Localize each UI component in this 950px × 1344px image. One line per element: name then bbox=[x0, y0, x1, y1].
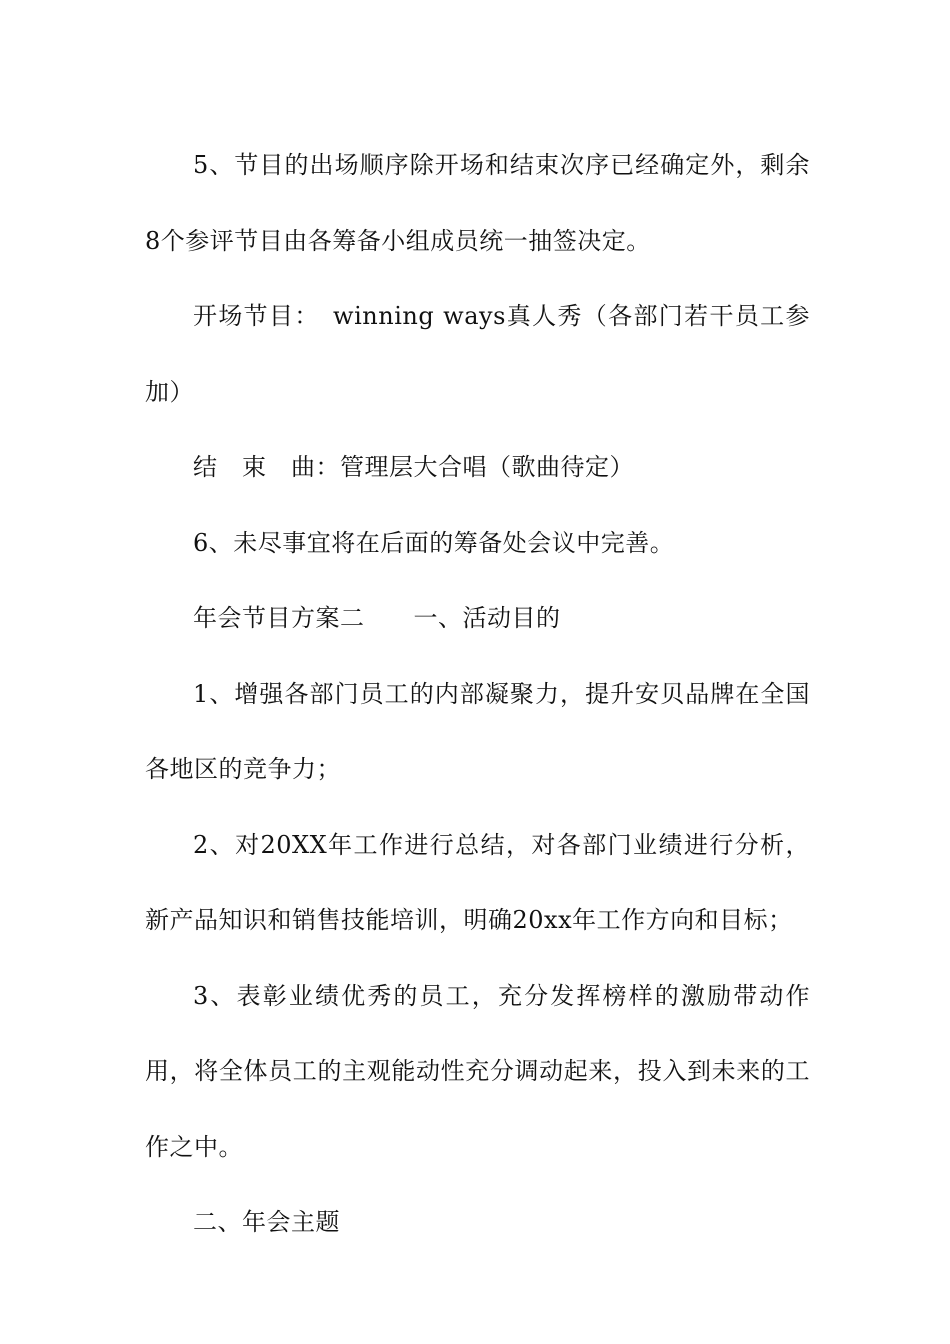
document-body bbox=[145, 128, 810, 1261]
paragraph-closing-song: 结 束 曲：管理层大合唱（歌曲待定） bbox=[193, 453, 634, 481]
paragraph-goal-summary: 2、对20XX年工作进行总结，对各部门业绩进行分析，新产品知识和销售技能培训，明确20xx年工作方向和目标； bbox=[145, 830, 810, 934]
section-heading-annual-theme: 二、年会主题 bbox=[193, 1208, 340, 1236]
paragraph-opening-program: 开场节目： winning ways真人秀（各部门若干员工参加） bbox=[145, 302, 810, 406]
paragraph-pending-matters: 6、未尽事宜将在后面的筹备处会议中完善。 bbox=[193, 528, 675, 557]
paragraph-program-order: 5、节目的出场顺序除开场和结束次序已经确定外，剩余8个参评节目由各筹备小组成员统一抽签决定。 bbox=[145, 151, 810, 255]
paragraph-goal-cohesion: 1、增强各部门员工的内部凝聚力，提升安贝品牌在全国各地区的竞争力； bbox=[145, 679, 810, 783]
paragraph-goal-recognition: 3、表彰业绩优秀的员工，充分发挥榜样的激励带动作用，将全体员工的主观能动性充分调动起来，投入到未来的工作之中。 bbox=[145, 981, 810, 1161]
paragraph-plan-two-heading: 年会节目方案二 一、活动目的 bbox=[193, 604, 561, 632]
